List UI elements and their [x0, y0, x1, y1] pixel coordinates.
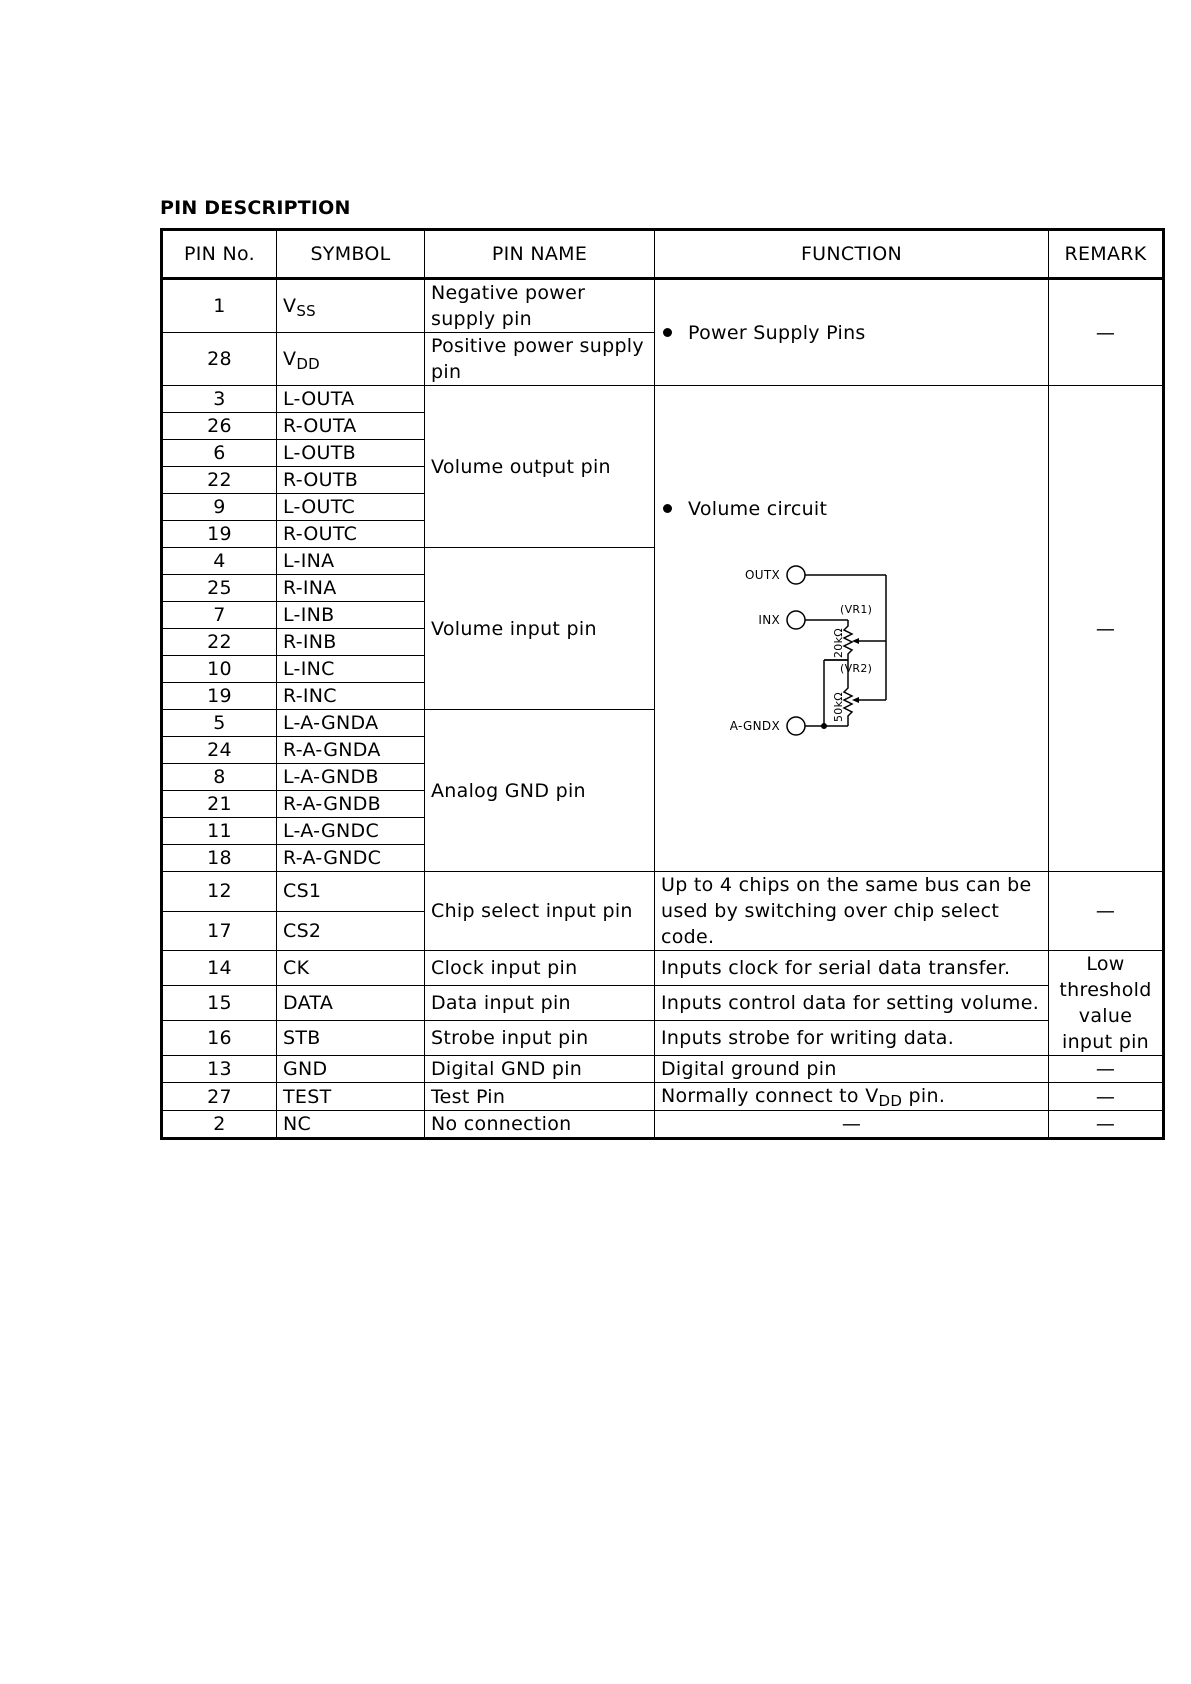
power-function-text: Power Supply Pins — [688, 321, 866, 344]
test-fn-pre: Normally connect to V — [661, 1085, 879, 1107]
pin-number: 18 — [162, 845, 277, 872]
pin-symbol: L-OUTA — [277, 386, 425, 413]
r2-label: 50kΩ — [832, 692, 845, 722]
pin-function — [655, 1083, 1049, 1111]
agndx-label: A-GNDX — [729, 719, 780, 733]
pin-number: 8 — [162, 764, 277, 791]
pin-symbol: L-A-GNDB — [277, 764, 425, 791]
pin-number: 7 — [162, 602, 277, 629]
pin-function: — — [655, 1111, 1049, 1139]
header-symbol: SYMBOL — [277, 230, 425, 279]
pin-function: Inputs control data for setting volume. — [655, 986, 1049, 1021]
volume-output-name: Volume output pin — [425, 386, 655, 548]
pin-symbol: R-OUTC — [277, 521, 425, 548]
pin-name: Negative power supply pin — [425, 279, 655, 333]
pin-number: 16 — [162, 1021, 277, 1056]
pin-number: 10 — [162, 656, 277, 683]
pin-number: 13 — [162, 1056, 277, 1083]
r1-label: 20kΩ — [832, 628, 845, 658]
serial-remark: Low threshold value input pin — [1049, 951, 1164, 1056]
power-function — [655, 279, 1049, 386]
pin-number: 27 — [162, 1083, 277, 1111]
pin-symbol: CS2 — [277, 911, 425, 951]
chip-select-function: Up to 4 chips on the same bus can be used by switching over chip select code. — [655, 872, 1049, 951]
pin-function: Inputs clock for serial data transfer. — [655, 951, 1049, 986]
volume-function-text: Volume circuit — [688, 498, 828, 520]
pin-name: No connection — [425, 1111, 655, 1139]
pin-symbol: L-INC — [277, 656, 425, 683]
pin-number: 6 — [162, 440, 277, 467]
pin-number: 26 — [162, 413, 277, 440]
pin-number: 24 — [162, 737, 277, 764]
pin-symbol: NC — [277, 1111, 425, 1139]
vr1-label: (VR1) — [840, 603, 873, 616]
pin-symbol: L-A-GNDA — [277, 710, 425, 737]
pin-number: 22 — [162, 467, 277, 494]
table-row — [162, 951, 1164, 986]
vr2-label: (VR2) — [840, 662, 873, 675]
pin-symbol: R-A-GNDA — [277, 737, 425, 764]
volume-function — [655, 386, 1049, 872]
agndx-terminal — [787, 717, 805, 735]
analog-gnd-name: Analog GND pin — [425, 710, 655, 872]
test-fn-subscript: DD — [878, 1092, 903, 1110]
pin-name: Clock input pin — [425, 951, 655, 986]
chip-select-name: Chip select input pin — [425, 872, 655, 951]
pin-number: 9 — [162, 494, 277, 521]
volume-input-name: Volume input pin — [425, 548, 655, 710]
pin-symbol: R-INC — [277, 683, 425, 710]
pin-symbol — [277, 333, 425, 386]
pin-symbol — [277, 279, 425, 333]
pin-description-table — [160, 228, 1165, 1140]
power-remark: — — [1049, 279, 1164, 386]
pin-function: Inputs strobe for writing data. — [655, 1021, 1049, 1056]
pin-remark: — — [1049, 1083, 1164, 1111]
header-pin-no: PIN No. — [162, 230, 277, 279]
header-remark: REMARK — [1049, 230, 1164, 279]
pin-symbol: DATA — [277, 986, 425, 1021]
pin-symbol: L-INA — [277, 548, 425, 575]
pin-symbol: GND — [277, 1056, 425, 1083]
vr2-resistor — [844, 682, 852, 726]
pin-number: 19 — [162, 683, 277, 710]
vr1-resistor — [844, 620, 852, 660]
table-row — [162, 1056, 1164, 1083]
pin-symbol: STB — [277, 1021, 425, 1056]
pin-number: 1 — [162, 279, 277, 333]
inx-label: INX — [758, 613, 780, 627]
page-title: PIN DESCRIPTION — [160, 197, 351, 219]
pin-number: 4 — [162, 548, 277, 575]
pin-function: Digital ground pin — [655, 1056, 1049, 1083]
pin-symbol: R-A-GNDC — [277, 845, 425, 872]
pin-number: 12 — [162, 872, 277, 912]
volume-circuit-diagram — [716, 562, 916, 737]
pin-number: 28 — [162, 333, 277, 386]
pin-name: Strobe input pin — [425, 1021, 655, 1056]
table-row — [162, 279, 1164, 333]
pin-symbol: R-A-GNDB — [277, 791, 425, 818]
pin-remark: — — [1049, 1056, 1164, 1083]
pin-symbol: L-A-GNDC — [277, 818, 425, 845]
pin-number: 2 — [162, 1111, 277, 1139]
bullet-icon — [663, 328, 672, 337]
test-fn-post: pin. — [902, 1085, 946, 1107]
pin-symbol: R-OUTB — [277, 467, 425, 494]
pin-symbol: L-OUTC — [277, 494, 425, 521]
outx-label: OUTX — [745, 568, 780, 582]
pin-symbol: R-INA — [277, 575, 425, 602]
table-row — [162, 986, 1164, 1021]
inx-terminal — [787, 611, 805, 629]
pin-symbol: CS1 — [277, 872, 425, 912]
pin-number: 22 — [162, 629, 277, 656]
symbol-main: V — [283, 347, 297, 370]
pin-number: 19 — [162, 521, 277, 548]
pin-name: Positive power supply pin — [425, 333, 655, 386]
pin-number: 11 — [162, 818, 277, 845]
pin-symbol: CK — [277, 951, 425, 986]
pin-symbol: L-INB — [277, 602, 425, 629]
pin-number: 14 — [162, 951, 277, 986]
header-row — [162, 230, 1164, 279]
pin-number: 15 — [162, 986, 277, 1021]
bullet-icon — [663, 504, 672, 513]
chip-select-remark: — — [1049, 872, 1164, 951]
symbol-subscript: SS — [296, 301, 316, 320]
volume-remark: — — [1049, 386, 1164, 872]
pin-remark: — — [1049, 1111, 1164, 1139]
symbol-subscript: DD — [296, 354, 321, 373]
pin-number: 17 — [162, 911, 277, 951]
outx-terminal — [787, 566, 805, 584]
pin-name: Digital GND pin — [425, 1056, 655, 1083]
symbol-main: V — [283, 294, 297, 317]
table-row — [162, 1111, 1164, 1139]
table-row — [162, 1021, 1164, 1056]
table-row — [162, 386, 1164, 413]
pin-name: Data input pin — [425, 986, 655, 1021]
pin-number: 3 — [162, 386, 277, 413]
pin-number: 25 — [162, 575, 277, 602]
pin-symbol: TEST — [277, 1083, 425, 1111]
header-function: FUNCTION — [655, 230, 1049, 279]
table-row — [162, 1083, 1164, 1111]
pin-number: 5 — [162, 710, 277, 737]
pin-name: Test Pin — [425, 1083, 655, 1111]
table-row — [162, 872, 1164, 912]
pin-number: 21 — [162, 791, 277, 818]
pin-symbol: R-INB — [277, 629, 425, 656]
pin-symbol: L-OUTB — [277, 440, 425, 467]
pin-symbol: R-OUTA — [277, 413, 425, 440]
header-pin-name: PIN NAME — [425, 230, 655, 279]
